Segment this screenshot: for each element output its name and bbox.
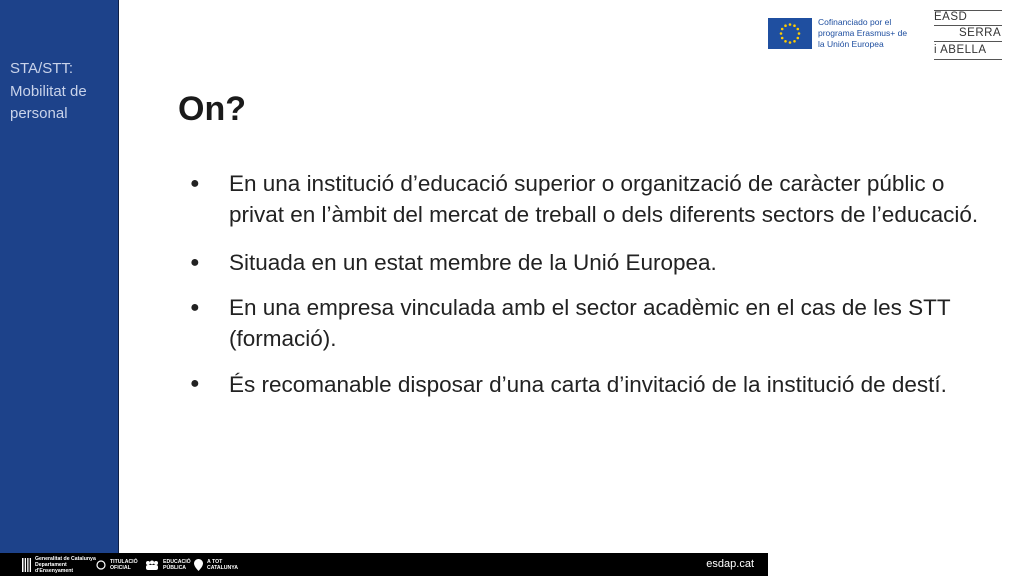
educacio-publica-badge — [145, 557, 191, 573]
a-tot-catalunya-text: A TOT CATALUNYA — [207, 559, 239, 571]
sidebar-section-label: STA/STT: Mobilitat de personal — [10, 60, 87, 122]
footer-bar — [0, 553, 768, 576]
bullet-text: En una institució d’educació superior o organització de caràcter públic o privat en l’àmbit del mercat de treball o dels diferents sectors de l’educació. — [229, 171, 979, 227]
bullet-dot-icon: ● — [190, 175, 200, 192]
seal-icon — [96, 560, 106, 570]
gencat-text: Generalitat de Catalunya Departament d'Ensenyament — [35, 556, 96, 574]
people-icon — [145, 560, 159, 570]
school-logo-line-1: EASD — [934, 11, 968, 23]
page-title: On? — [178, 90, 246, 128]
titulacio-oficial-text: TITULACIÓ OFICIAL — [110, 559, 138, 571]
bullet-text: En una empresa vinculada amb el sector acadèmic en el cas de les STT (formació). — [229, 295, 951, 351]
bullet-text: És recomanable disposar d’una carta d’invitació de la institució de destí. — [229, 372, 947, 397]
bullet-item — [190, 168, 990, 230]
bullet-dot-icon: ● — [190, 299, 200, 316]
erasmus-logo-text: Cofinanciado por el programa Erasmus+ de la Unión Europea — [818, 17, 908, 49]
eu-flag-icon — [768, 18, 812, 49]
sidebar — [0, 0, 119, 553]
bullet-item — [190, 292, 990, 354]
educacio-publica-text: EDUCACIÓ PÚBLICA — [163, 559, 191, 571]
bullet-item — [190, 247, 990, 278]
bullet-dot-icon: ● — [190, 254, 200, 271]
bullet-dot-icon: ● — [190, 375, 200, 392]
gencat-stripes-icon — [22, 558, 31, 572]
map-pin-icon — [194, 559, 203, 571]
bullet-text: Situada en un estat membre de la Unió Europea. — [229, 250, 717, 275]
easd-serra-abella-logo — [932, 10, 1002, 60]
bullet-item — [190, 368, 990, 402]
erasmus-logo — [768, 17, 908, 49]
school-logo-line-2: SERRA — [959, 27, 1002, 39]
gencat-logo — [22, 557, 96, 573]
bullet-list — [190, 168, 990, 402]
a-tot-catalunya-badge — [194, 557, 238, 573]
school-logo-line-3: i ABELLA — [934, 44, 987, 56]
titulacio-oficial-badge — [96, 557, 138, 573]
site-url[interactable]: esdap.cat — [706, 558, 754, 570]
